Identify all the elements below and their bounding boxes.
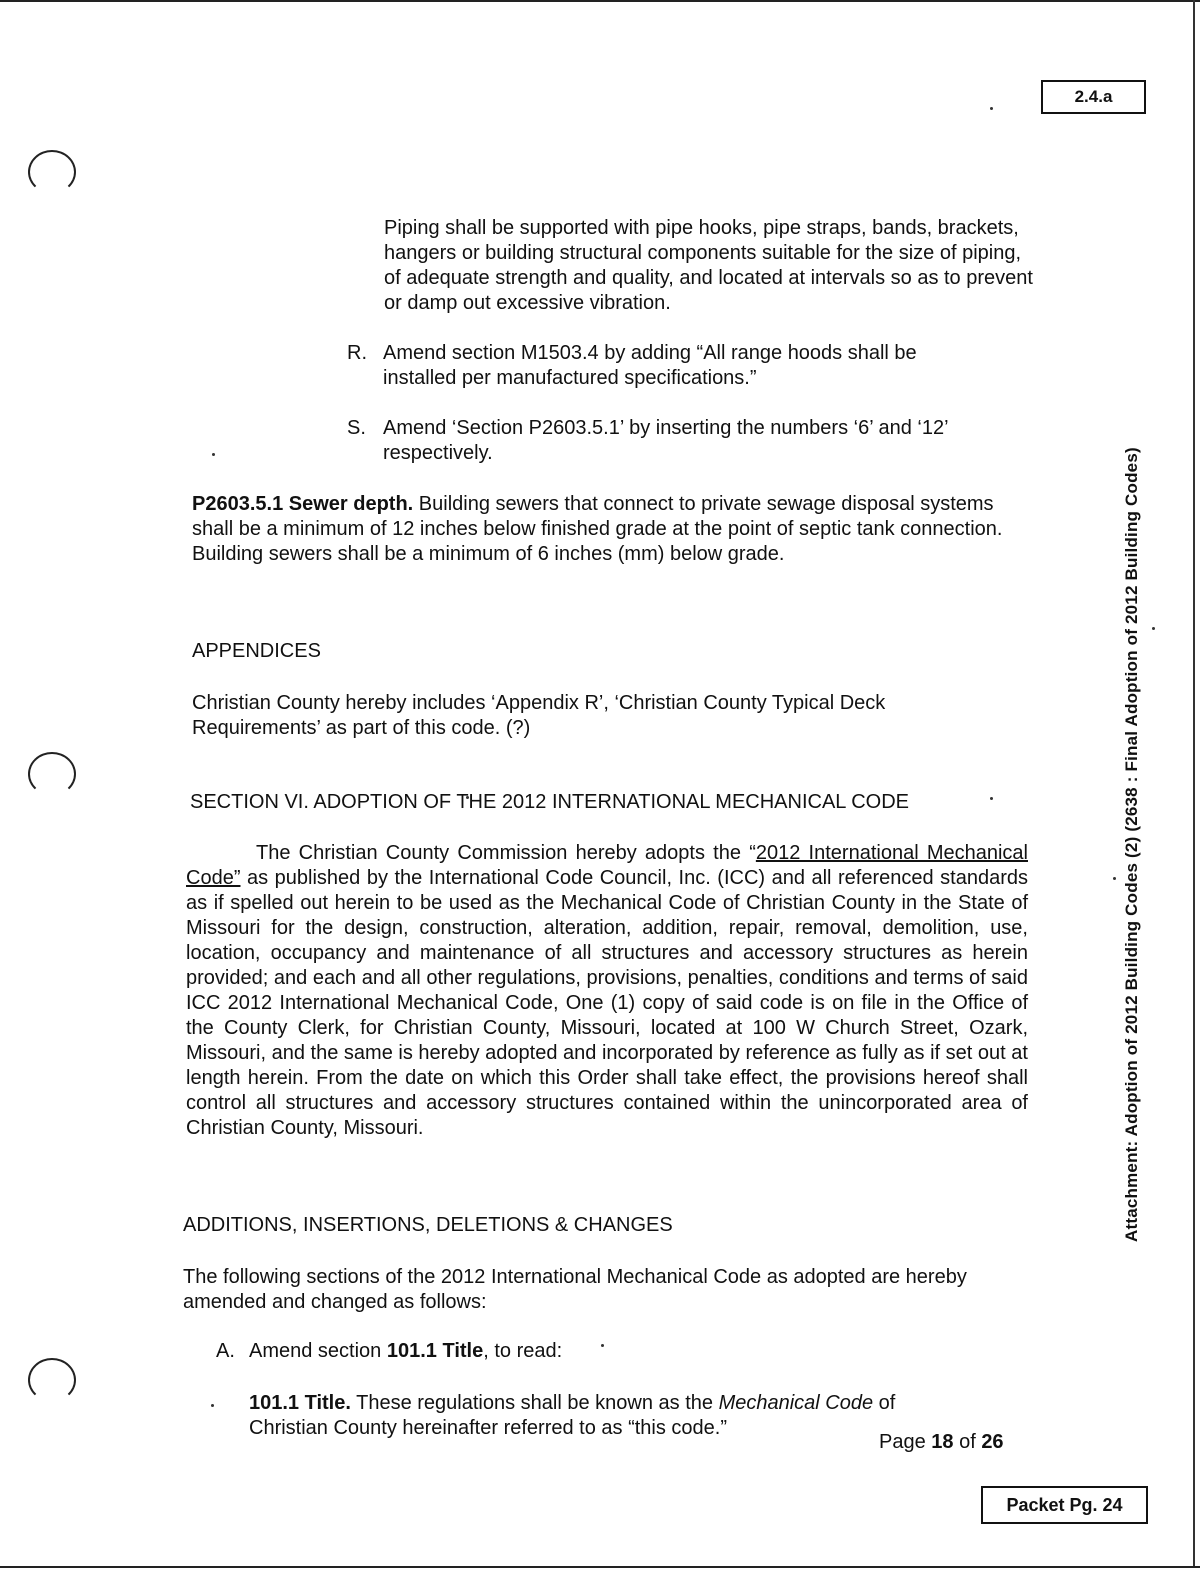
- item-a-prefix: Amend section: [249, 1340, 387, 1362]
- section-vi-body: as published by the International Code Council, Inc. (ICC) and all referenced standards as if spelled out herein to be used as the Mechanical Code of Christian County in the State of Missouri for the design, construction, alteration, addition, repair, removal, demolition, use, location, occupancy and maintenance of all structures and accessory structures as herein provided; and each and all other regulations, provisions, penalties, conditions and terms of said ICC 2012 International Mechanical Code, One (1) copy of said code is on file in the Office of the County Clerk, for Christian County, Missouri, located at 100 W Church Street, Ozark, Missouri, and the same is hereby adopted and incorporated by reference as fully as if set out at length herein. From the date on which this Order shall take effect, the provisions hereof shall control all structures and accessory structures contained within the unincorporated area of Christian County, Missouri.: [186, 867, 1028, 1139]
- additions-text: The following sections of the 2012 International Mechanical Code as adopted are hereby amended and changed as follows:: [183, 1266, 967, 1313]
- title-101-italic: Mechanical Code: [718, 1392, 874, 1414]
- scan-speck: [1113, 877, 1116, 880]
- p2603-paragraph: [192, 492, 1022, 567]
- scan-speck: [990, 797, 993, 800]
- scan-speck: [1152, 627, 1155, 630]
- side-attachment-label: Attachment: Adoption of 2012 Building Codes (2) (2638 : Final Adoption of 2012 Building Codes): [1122, 447, 1141, 1242]
- title-101-paragraph: [249, 1391, 969, 1441]
- piping-paragraph: Piping shall be supported with pipe hooks, pipe straps, bands, brackets, hangers or building structural components suitable for the size of piping, of adequate strength and quality, and located at intervals so as to prevent or damp out excessive vibration.: [384, 217, 1033, 314]
- scan-edge-right: [1193, 0, 1195, 1566]
- page-number: [879, 1430, 1039, 1455]
- binder-hole-icon: [28, 1358, 76, 1402]
- scan-speck: [211, 1404, 214, 1407]
- p2603-heading: P2603.5.1 Sewer depth.: [192, 493, 414, 515]
- top-right-tag-label: 2.4.a: [1074, 87, 1113, 106]
- item-s-letter: S.: [347, 417, 366, 439]
- item-a-text: [249, 1339, 749, 1364]
- item-r-text: Amend section M1503.4 by adding “All range hoods shall be installed per manufactured specifications.”: [383, 342, 917, 389]
- page-number-middle: of: [953, 1431, 982, 1453]
- section-vi-paragraph: [186, 841, 1028, 1141]
- scan-border-top: [0, 0, 1200, 2]
- appendices-text: Christian County hereby includes ‘Appendix R’, ‘Christian County Typical Deck Requirements’ as part of this code. (?): [192, 692, 886, 739]
- scan-speck: [212, 453, 215, 456]
- additions-heading: ADDITIONS, INSERTIONS, DELETIONS & CHANGES: [183, 1214, 673, 1236]
- page-number-total: 26: [981, 1431, 1004, 1453]
- item-r-letter: R.: [347, 342, 367, 364]
- item-a-letter: A.: [216, 1340, 235, 1362]
- item-a-suffix: , to read:: [483, 1340, 563, 1362]
- p2603-text: Building sewers that connect to private sewage disposal systems shall be a minimum of 12 inches below finished grade at the point of septic tank connection. Building sewers shall be a minimum of 6 inches (mm) below grade.: [192, 493, 1003, 565]
- packet-page-tag: [981, 1486, 1148, 1524]
- scan-speck: [990, 107, 993, 110]
- code-title-link: 2012 International Mechanical Code”: [186, 842, 1028, 889]
- page-number-current: 18: [931, 1431, 954, 1453]
- section-vi-intro: The Christian County Commission hereby adopts the “: [256, 842, 756, 864]
- binder-hole-icon: [28, 150, 76, 194]
- item-s-text: Amend ‘Section P2603.5.1’ by inserting the numbers ‘6’ and ‘12’ respectively.: [383, 417, 948, 464]
- scan-border-bottom: [0, 1566, 1200, 1568]
- binder-hole-icon: [28, 752, 76, 796]
- packet-page-label: Packet Pg. 24: [1006, 1495, 1123, 1515]
- top-right-tag: [1041, 80, 1146, 114]
- appendices-heading: APPENDICES: [192, 640, 321, 662]
- item-a-bold: 101.1 Title: [386, 1340, 484, 1362]
- title-101-text-before: These regulations shall be known as the: [350, 1392, 719, 1414]
- title-101-text-after: of Christian County hereinafter referred to as “this code.”: [249, 1392, 896, 1439]
- section-vi-heading: SECTION VI. ADOPTION OF THE 2012 INTERNATIONAL MECHANICAL CODE: [190, 791, 910, 813]
- title-101-heading: 101.1 Title.: [249, 1392, 351, 1414]
- page-number-prefix: Page: [879, 1431, 932, 1453]
